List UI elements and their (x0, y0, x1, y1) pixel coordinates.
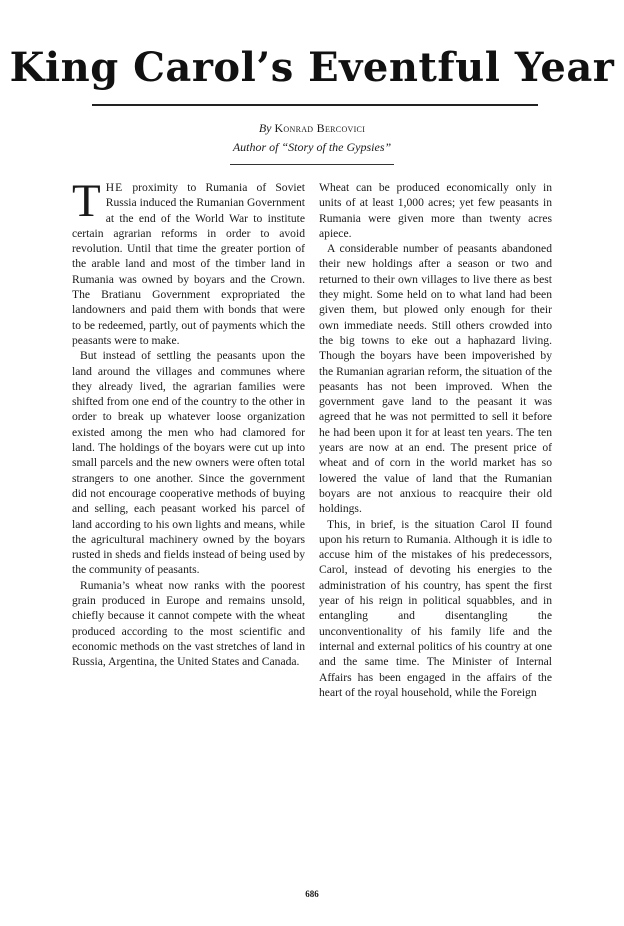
byline (0, 121, 624, 136)
title-rule (92, 104, 538, 106)
paragraph: Rumania’s wheat now ranks with the poorest grain produced in Europe and remains unsold, chiefly because it cannot compete with the wheat produced according to the most scientific and economic methods on the vast stretches of land in Russia, Argentina, the United States and Canada. (72, 578, 305, 669)
page-number: 686 (305, 889, 319, 899)
paragraph-text: proximity to Rumania of Soviet Russia induced the Rumanian Government at the end of the World War to institute certain agrarian reforms in order to avoid revolution. Until that time the greater portion of the arable land and most of the timber land in Rumania was owned by boyars and the Crown. The Bratianu Government expropriated the landowners and paid them with bonds that were to be redeemed, partly, out of payments which the peasants were to make. (72, 181, 305, 347)
byline-rule (230, 164, 394, 165)
paragraph: But instead of settling the peasants upon the land around the villages and communes where they already lived, the agrarian families were shifted from one end of the country to the other in order to break up whatever loose organization existed among the men who had clamored for land. The holdings of the boyars were cut up into small parcels and the new owners were often total strangers to one another. Since the government did not encourage cooperative methods of buying and selling, each peasant worked his parcel of land according to his own lights and means, while the agricultural machinery owned by the boyars rusted in sheds and fields instead of being used by the community of peasants. (72, 349, 305, 577)
paragraph: A considerable number of peasants abandoned their new holdings after a season or two and returned to their own villages to live there as best they might. Some held on to what land had been given them, but plowed only enough for their own immediate needs. Still others crowded into the big towns to eke out a haphazard living. Though the boyars have been impoverished by the Rumanian agrarian reform, the situation of the peasants has not been improved. When the government gave land to the peasant it was agreed that he was not permitted to sell it before he had been upon it for at least ten years. The ten years are now at an end. The present price of wheat and of corn in the world market has so lowered the value of land that the Rumanian boyars are not anxious to reacquire their old holdings. (319, 242, 552, 516)
paragraph (72, 175, 305, 348)
article-title: King Carol’s Eventful Year (9, 44, 615, 91)
author-credit: Author of “Story of the Gypsies” (232, 140, 392, 154)
byline-prefix: By (258, 121, 272, 135)
paragraph: This, in brief, is the situation Carol II found upon his return to Rumania. Although it is idle to accuse him of the mistakes of his predecessors, Carol, instead of devoting his energies to the administration of his country, has spent the first year of his reign in political squabbles, and in entangling and disentangling the unconventionality of his family life and the internal and external politics of his country at one and the same time. The Minister of Internal Affairs has been engaged in the affairs of the heart of the royal household, while the Foreign (319, 517, 552, 699)
left-column (72, 175, 305, 670)
lead-in: HE (105, 181, 124, 194)
right-column (319, 180, 552, 700)
drop-cap: T (72, 175, 101, 227)
author-name: Konrad Bercovici (274, 121, 366, 135)
paragraph: Wheat can be produced economically only in units of at least 1,000 acres; yet few peasants in Rumania were given more than twenty acres apiece. (319, 181, 552, 240)
